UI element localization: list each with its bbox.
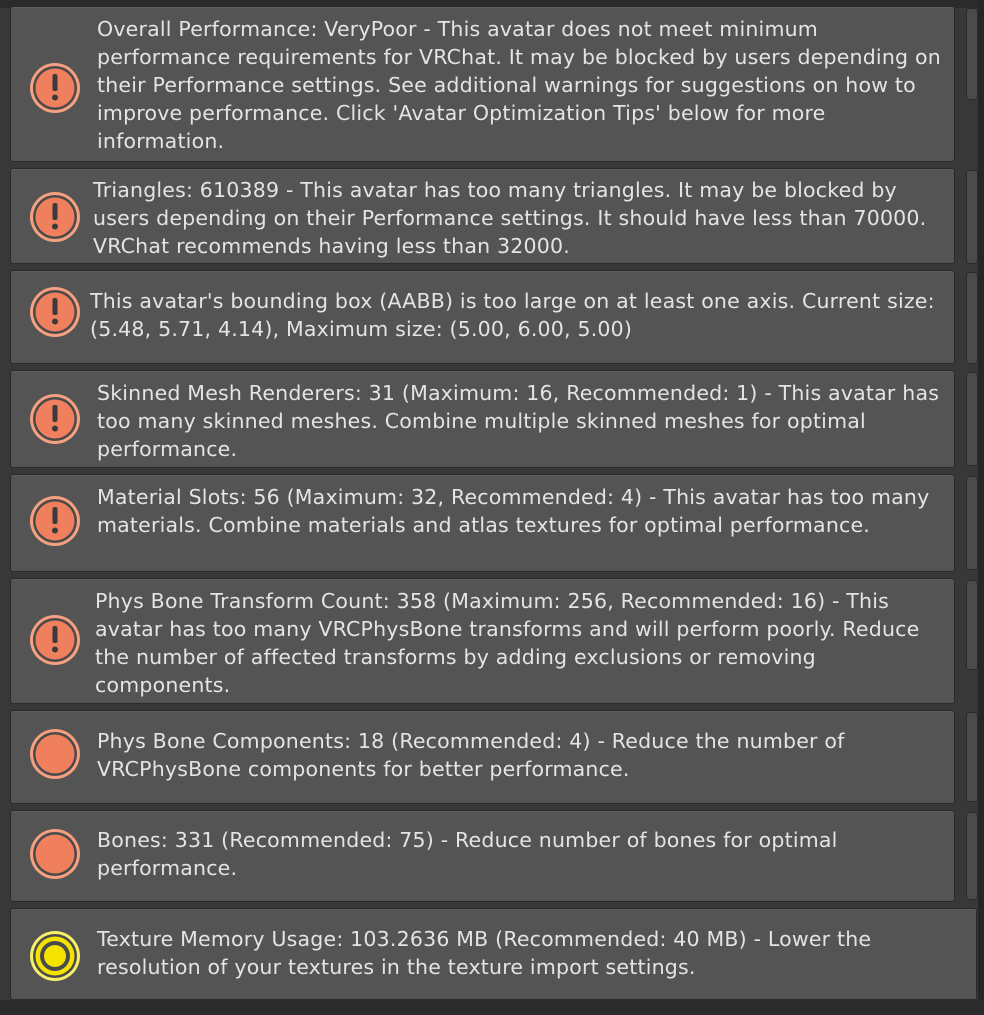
validation-message-bounding-box xyxy=(10,270,955,364)
validation-message-text: This avatar's bounding box (AABB) is too large on at least one axis. Current size: (5.48, 5.71, 4.14), Maximum size: (5.00, 6.00, 5.00) xyxy=(90,289,935,341)
validation-message-triangles xyxy=(10,168,955,264)
validation-message-text: Skinned Mesh Renderers: 31 (Maximum: 16, Recommended: 1) - This avatar has too many skinned meshes. Combine multiple skinned meshes for optimal performance. xyxy=(97,381,940,461)
orange-circle-icon xyxy=(28,827,82,881)
validation-message-texture-memory xyxy=(10,908,977,1000)
validation-message-skinned-mesh-renderers xyxy=(10,370,955,468)
validation-message-text: Material Slots: 56 (Maximum: 32, Recommended: 4) - This avatar has too many materials. Combine materials and atlas textures for optimal performance. xyxy=(97,485,930,537)
side-tab[interactable] xyxy=(966,812,978,900)
error-exclamation-icon xyxy=(28,190,82,244)
error-exclamation-icon xyxy=(28,392,82,446)
validation-message-text: Overall Performance: VeryPoor - This avatar does not meet minimum performance requirements for VRChat. It may be blocked by users depending on their Performance settings. See additional warnings for suggestions on how to improve performance. Click 'Avatar Optimization Tips' below for more information. xyxy=(97,17,941,153)
side-tab[interactable] xyxy=(966,476,978,570)
validation-message-material-slots xyxy=(10,474,955,572)
validation-message-text: Phys Bone Transform Count: 358 (Maximum: 256, Recommended: 16) - This avatar has too many VRCPhysBone transforms and will perform poorly. Reduce the number of affected transforms by adding exclusions or removing components. xyxy=(95,589,920,697)
panel-bottom-edge xyxy=(0,1000,984,1015)
error-exclamation-icon xyxy=(28,61,82,115)
validation-message-phys-bone-components xyxy=(10,710,955,804)
orange-circle-icon xyxy=(28,727,82,781)
validation-message-text: Phys Bone Components: 18 (Recommended: 4) - Reduce the number of VRCPhysBone components for better performance. xyxy=(97,729,845,781)
validation-message-text: Triangles: 610389 - This avatar has too many triangles. It may be blocked by users depending on their Performance settings. It should have less than 70000. VRChat recommends having less than 32000. xyxy=(93,178,927,258)
validation-message-phys-bone-transforms xyxy=(10,578,955,704)
side-tab[interactable] xyxy=(966,170,978,264)
validation-message-overall-performance xyxy=(10,6,955,162)
side-tab[interactable] xyxy=(966,8,978,100)
error-exclamation-icon xyxy=(28,613,82,667)
side-tab[interactable] xyxy=(966,580,978,670)
side-tab[interactable] xyxy=(966,712,978,802)
side-tab[interactable] xyxy=(966,272,978,364)
validation-message-text: Bones: 331 (Recommended: 75) - Reduce number of bones for optimal performance. xyxy=(97,828,838,880)
yellow-dot-icon xyxy=(28,929,82,983)
error-exclamation-icon xyxy=(28,285,82,339)
scrollbar-track[interactable] xyxy=(978,0,984,1015)
validation-message-bones xyxy=(10,810,955,902)
side-tab[interactable] xyxy=(966,372,978,466)
error-exclamation-icon xyxy=(28,494,82,548)
validation-message-text: Texture Memory Usage: 103.2636 MB (Recommended: 40 MB) - Lower the resolution of your textures in the texture import settings. xyxy=(97,927,872,979)
